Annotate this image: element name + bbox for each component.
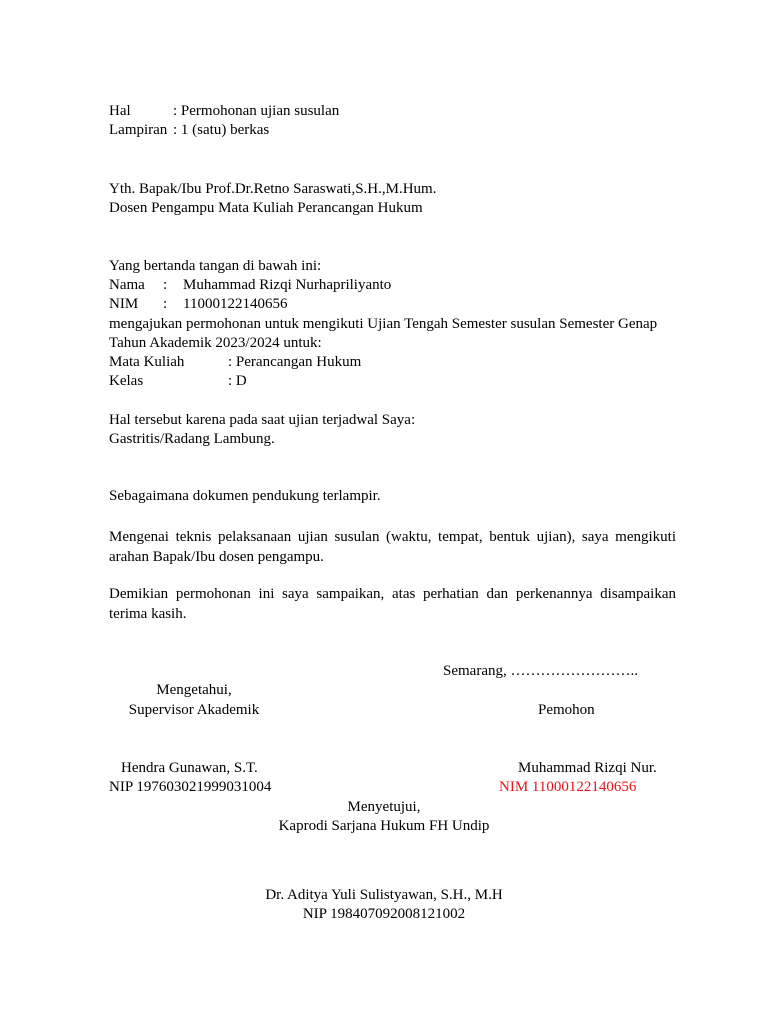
kelas-value: : D: [228, 373, 247, 389]
intro-line: Yang bertanda tangan di bawah ini:: [109, 258, 322, 274]
hal-label: Hal: [109, 103, 131, 119]
left-heading-1: Mengetahui,: [156, 682, 232, 698]
request-line-1: mengajukan permohonan untuk mengikuti Ujian Tengah Semester susulan Semester Genap: [109, 316, 658, 332]
reason-line-2: Gastritis/Radang Lambung.: [109, 431, 275, 447]
kelas-label: Kelas: [109, 373, 144, 389]
request-line-2: Tahun Akademik 2023/2024 untuk:: [109, 335, 322, 351]
right-signatory-name: Muhammad Rizqi Nur.: [518, 760, 657, 776]
nama-colon: :: [163, 277, 168, 293]
recipient-line-2: Dosen Pengampu Mata Kuliah Perancangan Hukum: [109, 200, 423, 216]
center-heading-2: Kaprodi Sarjana Hukum FH Undip: [278, 818, 490, 834]
closing-paragraph: Demikian permohonan ini saya sampaikan, atas perhatian dan perkenannya disampaikan terima kasih.: [109, 586, 676, 622]
nim-label: NIM: [109, 296, 139, 312]
center-heading-1: Menyetujui,: [347, 799, 421, 815]
right-heading: Pemohon: [538, 702, 595, 718]
center-signatory-id: NIP 198407092008121002: [302, 906, 466, 922]
left-heading-2: Supervisor Akademik: [128, 702, 260, 718]
mata-kuliah-value: : Perancangan Hukum: [228, 354, 362, 370]
reason-line-1: Hal tersebut karena pada saat ujian terjadwal Saya:: [109, 412, 416, 428]
nim-value: 11000122140656: [183, 296, 288, 312]
left-signatory-name: Hendra Gunawan, S.T.: [121, 760, 258, 776]
nama-value: Muhammad Rizqi Nurhapriliyanto: [183, 277, 392, 293]
lampiran-label: Lampiran: [109, 122, 168, 138]
hal-value: : Permohonan ujian susulan: [173, 103, 340, 119]
nim-colon: :: [163, 296, 168, 312]
right-signatory-id: NIM 11000122140656: [499, 779, 637, 795]
nama-label: Nama: [109, 277, 145, 293]
attachment-note: Sebagaimana dokumen pendukung terlampir.: [109, 488, 381, 504]
place-date: Semarang, ……………………..: [443, 663, 638, 679]
mata-kuliah-label: Mata Kuliah: [109, 354, 185, 370]
technical-paragraph: Mengenai teknis pelaksanaan ujian susulan (waktu, tempat, bentuk ujian), saya mengikuti arahan Bapak/Ibu dosen pengampu.: [109, 529, 676, 565]
center-signatory-name: Dr. Aditya Yuli Sulistyawan, S.H., M.H: [265, 887, 503, 903]
left-signatory-id: NIP 197603021999031004: [109, 779, 272, 795]
recipient-line-1: Yth. Bapak/Ibu Prof.Dr.Retno Saraswati,S.H.,M.Hum.: [109, 181, 437, 197]
lampiran-value: : 1 (satu) berkas: [173, 122, 270, 138]
